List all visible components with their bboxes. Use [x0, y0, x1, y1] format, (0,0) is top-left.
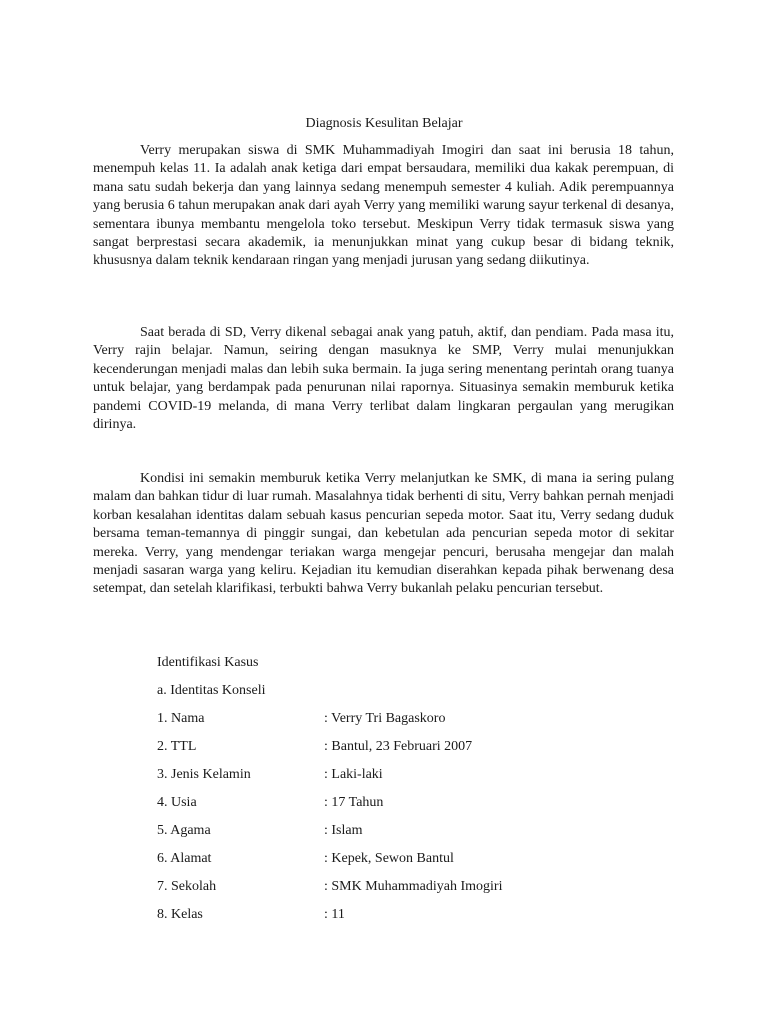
document-title: Diagnosis Kesulitan Belajar — [305, 116, 463, 131]
identification-subheading — [157, 681, 677, 709]
identity-label: 5. Agama — [157, 823, 211, 838]
identity-row — [157, 877, 677, 905]
identity-value: : Kepek, Sewon Bantul — [324, 851, 454, 866]
identity-value: : Laki-laki — [324, 767, 383, 782]
identity-label: 7. Sekolah — [157, 879, 217, 894]
identity-row — [157, 849, 677, 877]
identity-row — [157, 793, 677, 821]
identity-row — [157, 765, 677, 793]
identity-label: 3. Jenis Kelamin — [157, 767, 251, 782]
identity-value: : 17 Tahun — [324, 795, 384, 810]
identity-row — [157, 709, 677, 737]
identity-row — [157, 905, 677, 933]
identity-row — [157, 821, 677, 849]
identity-label: 2. TTL — [157, 739, 197, 754]
paragraph-school-history: Saat berada di SD, Verry dikenal sebagai anak yang patuh, aktif, dan pendiam. Pada masa itu, Verry rajin belajar. Namun, seiring dengan masuknya ke SMP, Verry mulai menunjukkan kecenderungan menjadi malas dan lebih suka bermain. Ia juga sering menentang perintah orang tuanya untuk belajar, yang berdampak pada penurunan nilai rapornya. Situasinya semakin memburuk ketika pandemi COVID-19 melanda, di mana Verry terlibat dalam lingkaran pergaulan yang merugikan dirinya. — [93, 325, 674, 433]
identification-heading-text: Identifikasi Kasus — [157, 655, 259, 670]
identification-heading — [157, 653, 677, 681]
identity-value: : Bantul, 23 Februari 2007 — [324, 739, 473, 754]
identity-value: : Verry Tri Bagaskoro — [324, 711, 446, 726]
identity-label: 4. Usia — [157, 795, 197, 810]
identification-subheading-text: a. Identitas Konseli — [157, 683, 266, 698]
identity-label: 8. Kelas — [157, 907, 203, 922]
case-identification — [157, 653, 677, 933]
paragraph-incident: Kondisi ini semakin memburuk ketika Verry melanjutkan ke SMK, di mana ia sering pulang malam dan bahkan tidur di luar rumah. Masalahnya tidak berhenti di situ, Verry bahkan pernah menjadi korban kesalahan identitas dalam sebuah kasus pencurian sepeda motor. Saat itu, Verry sedang duduk bersama teman-temannya di pinggir sungai, dan kebetulan ada pencurian sepeda motor di sekitar mereka. Verry, yang mendengar teriakan warga mengejar pencuri, berusaha mengejar dan malah menjadi sasaran warga yang keliru. Kejadian itu kemudian diserahkan kepada pihak berwenang desa setempat, dan setelah klarifikasi, terbukti bahwa Verry bukanlah pelaku pencurian tersebut. — [93, 471, 674, 597]
paragraph-background: Verry merupakan siswa di SMK Muhammadiyah Imogiri dan saat ini berusia 18 tahun, menempuh kelas 11. Ia adalah anak ketiga dari empat bersaudara, memiliki dua kakak perempuan, di mana satu sudah bekerja dan yang lainnya sedang menempuh semester 4 kuliah. Adik perempuannya yang berusia 6 tahun merupakan anak dari ayah Verry yang memiliki warung sayur terkenal di desanya, sementara ibunya membantu mengelola toko tersebut. Meskipun Verry tidak termasuk siswa yang sangat berprestasi secara akademik, ia menunjukkan minat yang cukup besar di bidang teknik, khususnya dalam teknik kendaraan ringan yang menjadi jurusan yang sedang diikutinya. — [93, 143, 674, 269]
identity-value: : 11 — [324, 907, 345, 922]
identity-label: 1. Nama — [157, 711, 205, 726]
identity-value: : Islam — [324, 823, 363, 838]
identity-value: : SMK Muhammadiyah Imogiri — [324, 879, 503, 894]
identity-row — [157, 737, 677, 765]
identity-label: 6. Alamat — [157, 851, 212, 866]
